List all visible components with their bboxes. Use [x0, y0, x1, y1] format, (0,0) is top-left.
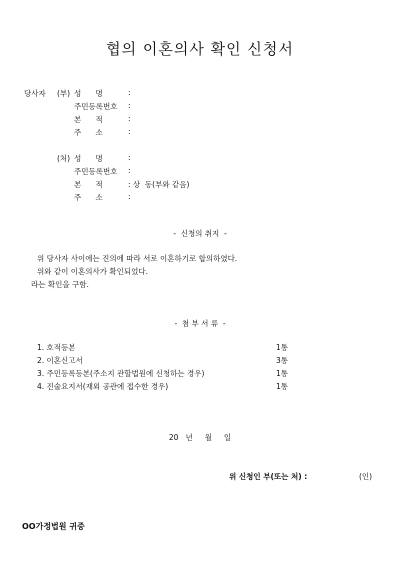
purpose-line-3: 라는 확인을 구함.: [31, 280, 89, 289]
wife-name-label: 성 명: [74, 154, 103, 163]
attachment-item: 3. 주민등록등본(주소지 관할법원에 신청하는 경우): [37, 369, 205, 378]
attachment-item: 2. 이혼신고서: [37, 356, 83, 365]
wife-address-value[interactable]: :: [128, 192, 131, 201]
wife-label: (처): [57, 154, 71, 163]
purpose-heading: - 신청의 취지 -: [173, 229, 227, 238]
wife-id-label: 주민등록번호: [74, 167, 118, 176]
seal-mark[interactable]: (인): [359, 472, 373, 481]
purpose-line-2: 위와 같이 이혼의사가 확인되었다.: [37, 267, 148, 276]
husband-address-label: 주 소: [74, 128, 103, 137]
wife-name-value[interactable]: :: [128, 153, 131, 162]
attachment-count: 3통: [276, 356, 289, 365]
attachment-count: 1통: [276, 382, 289, 391]
husband-id-value[interactable]: :: [128, 101, 131, 110]
attachment-count: 1통: [276, 369, 289, 378]
wife-address-label: 주 소: [74, 193, 103, 202]
purpose-line-1: 위 당사자 사이에는 진의에 따라 서로 이혼하기로 합의하였다.: [37, 254, 238, 263]
attachment-item: 4. 진술요지서(재외 공관에 접수한 경우): [37, 382, 169, 391]
attachment-count: 1통: [276, 343, 289, 352]
wife-origin-value[interactable]: : 상 동(부와 같음): [128, 180, 190, 189]
attachment-item: 1. 호적등본: [37, 343, 76, 352]
parties-label: 당사자: [24, 89, 46, 98]
wife-id-value[interactable]: :: [128, 166, 131, 175]
husband-id-label: 주민등록번호: [74, 102, 118, 111]
document-title: 협의 이혼의사 확인 신청서: [106, 40, 294, 58]
husband-origin-value[interactable]: :: [128, 114, 131, 123]
attachments-heading: - 첨 부 서 류 -: [174, 319, 226, 328]
husband-name-value[interactable]: :: [128, 88, 131, 97]
husband-label: (부): [57, 89, 71, 98]
court-recipient: OO가정법원 귀중: [22, 522, 85, 531]
date-line[interactable]: 20 년 월 일: [168, 433, 232, 442]
wife-origin-label: 본 적: [74, 180, 103, 189]
husband-name-label: 성 명: [74, 89, 103, 98]
signature-label: 위 신청인 부(또는 처) :: [229, 472, 308, 481]
husband-origin-label: 본 적: [74, 115, 103, 124]
husband-address-value[interactable]: :: [128, 127, 131, 136]
